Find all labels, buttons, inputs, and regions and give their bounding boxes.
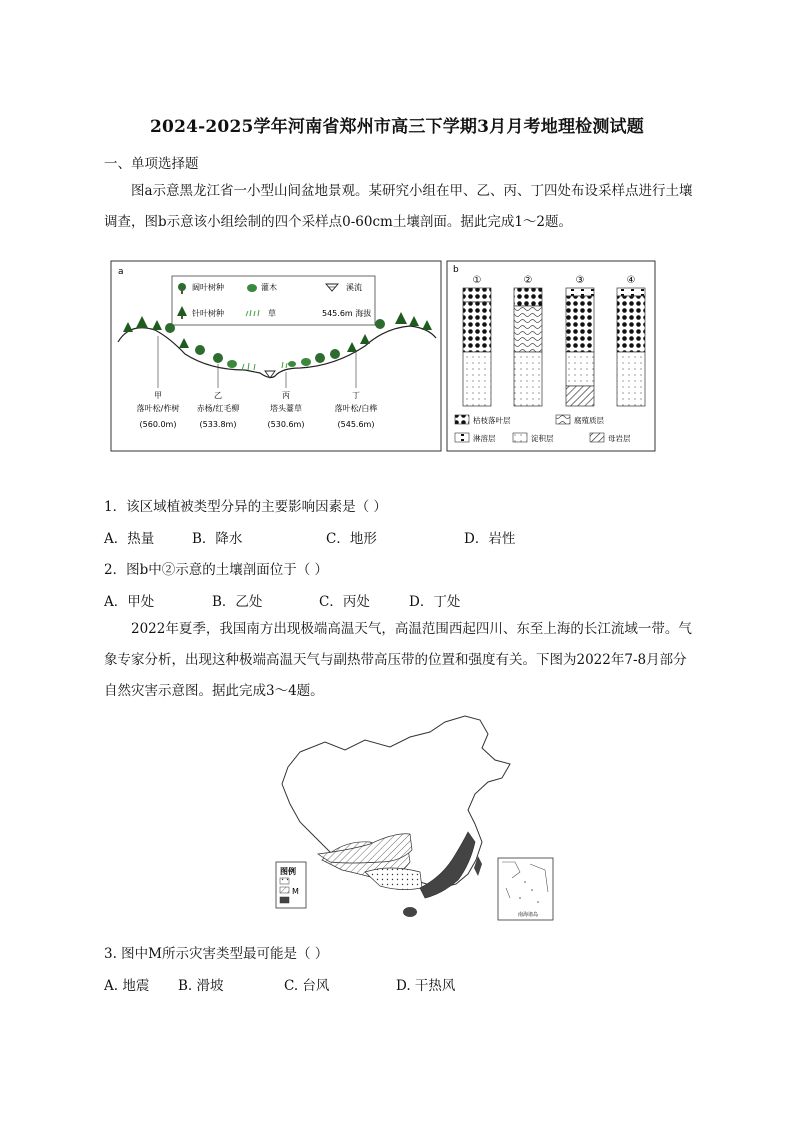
legend-deposit: 淀积层: [531, 434, 554, 443]
figure-soil: [110, 258, 660, 454]
legend-stream: 溪流: [346, 283, 362, 292]
legend-leach: 淋溶层: [473, 434, 496, 443]
q3-option-c[interactable]: C. 台风: [284, 978, 330, 994]
leach-legend-icon: [455, 433, 469, 442]
q2-option-b[interactable]: B．乙处: [212, 594, 263, 610]
site-yi-name: 乙: [214, 391, 222, 400]
shrub-legend-icon: [247, 284, 257, 292]
page-title: 2024-2025学年河南省郑州市高三下学期3月月考地理检测试题: [150, 117, 644, 137]
legend-hatched-icon: [280, 887, 289, 893]
question-2-stem: 2．图b中②示意的土壤剖面位于（ ）: [104, 562, 329, 578]
intro-paragraph-2: 2022年夏季，我国南方出现极端高温天气，高温范围西起四川、东至上海的长江流域一带。气象专家分析，出现这种极端高温天气与副热带高压带的位置和强度有关。下图为2022年7-8月部分自然灾害示意图。据此完成3～4题。: [104, 621, 692, 699]
legend-conifer: 针叶树种: [192, 309, 224, 318]
soil-profile-1: [463, 288, 491, 406]
china-disaster-map: [270, 712, 560, 926]
legend-parent: 母岩层: [608, 434, 631, 443]
map-legend-m: M: [292, 887, 299, 896]
site-jia-veg: 落叶松/柞树: [136, 404, 180, 413]
column-3-label: ③: [575, 275, 585, 286]
q3-option-b[interactable]: B. 滑坡: [178, 978, 224, 994]
legend-humus: 腐殖质层: [574, 416, 604, 425]
q1-option-d[interactable]: D．岩性: [464, 531, 516, 547]
question-1-stem: 1．该区域植被类型分异的主要影响因素是（ ）: [104, 499, 387, 515]
hainan-region: [403, 907, 417, 917]
column-4-label: ④: [626, 275, 636, 286]
soil-profile-2: [514, 288, 542, 406]
question-3-stem: 3. 图中M所示灾害类型最可能是（ ）: [104, 946, 329, 962]
site-yi-veg: 赤杨/红毛柳: [196, 404, 240, 413]
site-bing-elev: (530.6m): [267, 420, 305, 429]
site-yi-elev: (533.8m): [199, 420, 237, 429]
inset-label: 南海诸岛: [518, 912, 539, 918]
parent-legend-icon: [590, 433, 604, 442]
soil-profile-3: [566, 288, 594, 406]
fig-b-label: b: [453, 265, 459, 275]
q3-option-d[interactable]: D. 干热风: [396, 978, 456, 994]
site-bing-name: 丙: [282, 391, 290, 400]
deposit-legend-icon: [513, 433, 527, 442]
legend-dotted-icon: [280, 878, 289, 884]
q1-option-b[interactable]: B．降水: [192, 531, 243, 547]
fig-a-label: a: [118, 267, 124, 277]
soil-profile-4: [617, 288, 645, 406]
site-jia-elev: (560.0m): [139, 420, 177, 429]
map-legend-title: 图例: [280, 867, 296, 876]
q3-option-a[interactable]: A. 地震: [104, 978, 150, 994]
humus-legend-icon: [556, 415, 570, 424]
site-jia-name: 甲: [154, 391, 162, 400]
q1-option-c[interactable]: C．地形: [326, 531, 377, 547]
legend-litter: 枯枝落叶层: [473, 416, 511, 425]
site-ding-elev: (545.6m): [337, 420, 375, 429]
column-1-label: ①: [472, 275, 482, 286]
q2-option-a[interactable]: A．甲处: [104, 594, 155, 610]
legend-dark-icon: [280, 897, 289, 903]
site-bing-veg: 塔头薹草: [270, 404, 302, 413]
dotted-region: [365, 868, 422, 890]
q2-option-c[interactable]: C．丙处: [319, 594, 370, 610]
site-ding-name: 丁: [352, 391, 360, 400]
column-2-label: ②: [523, 275, 533, 286]
legend-grass: 草: [268, 309, 276, 318]
q2-option-d[interactable]: D．丁处: [409, 594, 461, 610]
litter-legend-icon: [455, 415, 469, 424]
q1-option-a[interactable]: A．热量: [104, 531, 155, 547]
site-ding-veg: 落叶松/白桦: [334, 404, 378, 413]
legend-shrub: 灌木: [261, 283, 277, 292]
legend-elevation: 545.6m 海拔: [322, 309, 372, 318]
intro-paragraph-1: 图a示意黑龙江省一小型山间盆地景观。某研究小组在甲、乙、丙、丁四处布设采样点进行土壤调查，图b示意该小组绘制的四个采样点0-60cm土壤剖面。据此完成1～2题。: [104, 183, 693, 230]
section-heading: 一、单项选择题: [104, 156, 199, 172]
legend-broadleaf: 阔叶树种: [192, 283, 224, 292]
